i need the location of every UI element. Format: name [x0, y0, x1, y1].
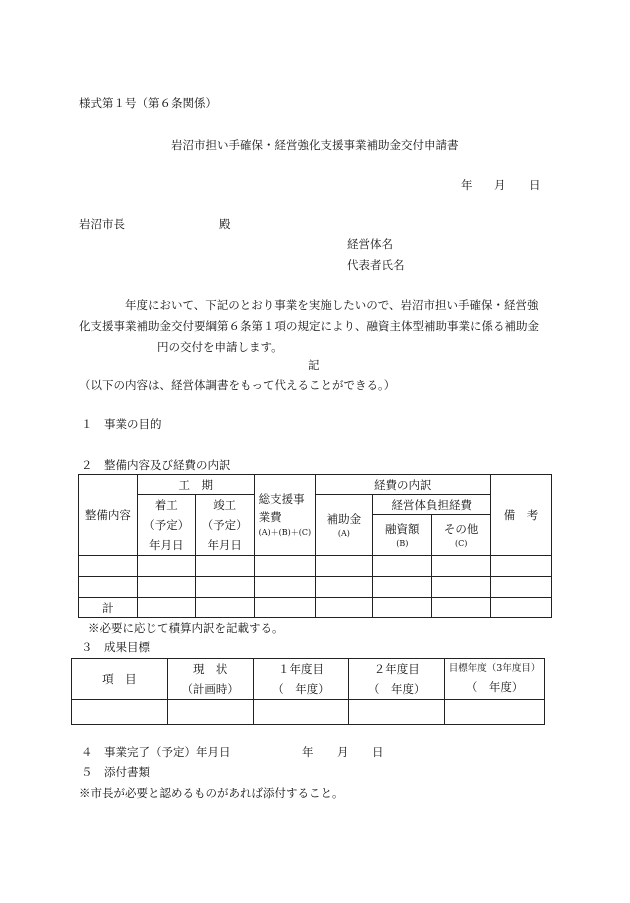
col-end-line1: 竣工 [213, 498, 237, 512]
form-number: 様式第１号（第６条関係） [79, 96, 217, 110]
table-row [72, 700, 545, 725]
col-other-line1: その他 [443, 521, 479, 536]
applicant-rep-label: 代表者氏名 [347, 258, 405, 272]
col-target-year-header [445, 659, 545, 700]
note-top: （以下の内容は、経営体調書をもって代えることができる。） [79, 378, 396, 392]
section-4-heading: ４ 事業完了（予定）年月日 [81, 745, 231, 759]
total-row [79, 598, 552, 618]
addressee-name: 岩沼市長 [79, 217, 125, 231]
table-row [79, 556, 552, 577]
expense-table [78, 474, 552, 618]
col-loan-line2: (B) [396, 539, 409, 549]
footer-note: ※市長が必要と認めるものがあれば添付すること。 [79, 786, 344, 800]
body-line-2: 化支援事業補助金交付要綱第６条第１項の規定により、融資主体型補助事業に係る補助金 [79, 319, 539, 333]
col-item-header: 整備内容 [79, 475, 138, 556]
table1-note: ※必要に応じて積算内訳を記載する。 [88, 621, 284, 635]
col-start-line1: 着工 [154, 498, 178, 512]
col-start-line2: （予定） [143, 518, 190, 533]
section-5-heading: ５ 添付書類 [81, 765, 150, 779]
col-other-line2: (C) [454, 539, 468, 549]
col-end-header [195, 495, 254, 556]
col-breakdown-header: 経費の内訳 [315, 475, 491, 495]
body-line-1: 年度において、下記のとおり事業を実施したいので、岩沼市担い手確保・経営強 [125, 298, 539, 312]
col-total-line1: 総支援事 [258, 492, 305, 507]
completion-day: 日 [372, 745, 384, 759]
applicant-org-label: 経営体名 [347, 237, 393, 251]
addressee-honorific: 殿 [219, 217, 231, 231]
document-title: 岩沼市担い手確保・経営強化支援事業補助金交付申請書 [171, 138, 459, 152]
date-year: 年 [461, 178, 473, 192]
col-end-line3: 年月日 [207, 538, 242, 553]
col-target-year-line1: 目標年度（3年度目） [448, 662, 541, 674]
section-2-heading: ２ 整備内容及び経費の内訳 [81, 458, 231, 472]
col-year1-line1: １年度目 [277, 662, 324, 676]
date-day: 日 [529, 178, 541, 192]
col-current-header [167, 659, 253, 700]
col-loan-header [373, 515, 432, 556]
col-total-line3: (A)＋(B)＋(C) [258, 527, 312, 537]
completion-month: 月 [337, 745, 349, 759]
col-current-line2: （計画時） [181, 682, 239, 697]
col-period-header: 工 期 [137, 475, 254, 495]
targets-table [71, 658, 545, 725]
col-current-line1: 現 状 [192, 662, 228, 676]
col-subsidy-line1: 補助金 [326, 511, 362, 526]
col-total-header [254, 475, 315, 556]
section-3-heading: ３ 成果目標 [81, 640, 150, 654]
body-line-3: 円の交付を申請します。 [157, 340, 283, 354]
total-row-label: 計 [79, 598, 138, 618]
col-start-header [137, 495, 195, 556]
col-year2-line2: （ 年度） [368, 682, 426, 697]
col-burden-header: 経営体負担経費 [373, 495, 491, 515]
col-start-line3: 年月日 [149, 538, 184, 553]
col-end-line2: （予定） [201, 518, 248, 533]
col-subsidy-header [315, 495, 373, 556]
col-target-item-header: 項 目 [72, 659, 168, 700]
col-target-year-line2: （ 年度） [465, 680, 524, 695]
col-other-header [432, 515, 491, 556]
col-year2-header [349, 659, 445, 700]
col-remarks-header: 備 考 [491, 475, 552, 556]
completion-year: 年 [302, 745, 314, 759]
col-loan-line1: 融資額 [385, 521, 420, 536]
col-subsidy-line2: (A) [337, 528, 350, 538]
col-year1-line2: （ 年度） [272, 682, 330, 697]
col-total-line2: 業費 [258, 509, 282, 524]
date-month: 月 [494, 178, 506, 192]
section-1-heading: １ 事業の目的 [81, 417, 162, 431]
col-year1-header [253, 659, 349, 700]
ki-label: 記 [308, 358, 320, 372]
table-row [79, 577, 552, 598]
col-year2-line1: ２年度目 [373, 662, 420, 676]
